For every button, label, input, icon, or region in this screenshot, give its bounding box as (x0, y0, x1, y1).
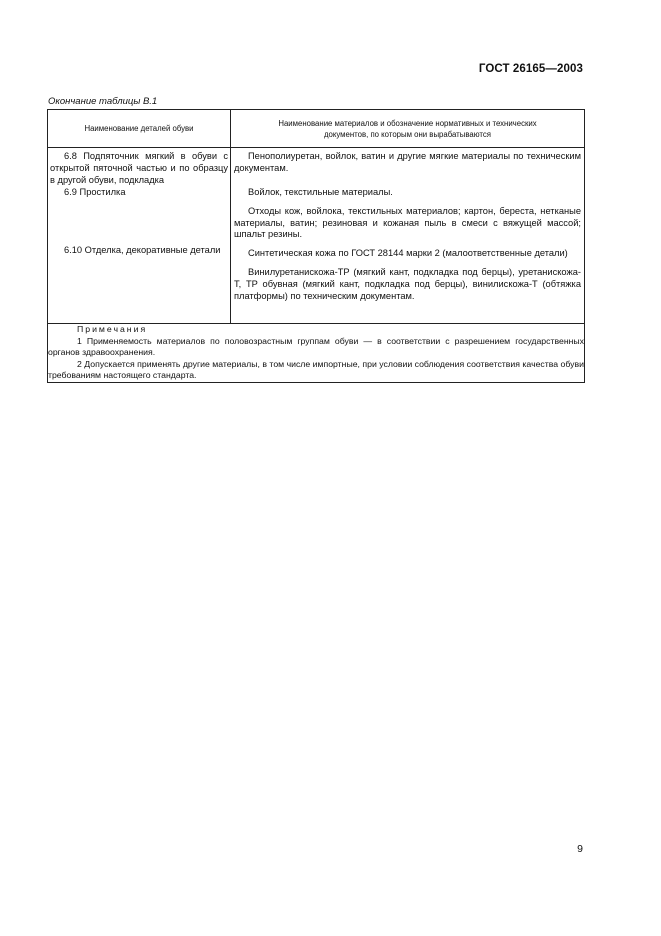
material-6-9-b: Отходы кож, войлока, текстильных материалов; картон, береста, нетканые материалы, ватин; резиновая и кожаная пыль в смеси с вяжущей массой; шпальт резины. (234, 205, 581, 240)
material-6-8: Пенополиуретан, войлок, ватин и другие мягкие материалы по техническим документам. (234, 151, 581, 173)
notes-cell (48, 324, 585, 383)
table-body-row (48, 148, 585, 324)
material-6-10-b: Винилуретанискожа-ТР (мягкий кант, подкладка под берцы), уретанискожа-Т, ТР обувная (мягкий кант, подкладка под берцы), винилискожа-Т (обтяжка платформы) по техническим документам. (234, 266, 581, 301)
note-1: 1 Применяемость материалов по половозрастным группам обуви — в соответствии с разрешением государственных органов здравоохранения. (48, 335, 584, 358)
column-header-parts-label: Наименование деталей обуви (84, 124, 194, 133)
table-caption: Окончание таблицы В.1 (48, 96, 158, 107)
part-6-10: 6.10 Отделка, декоративные детали (64, 245, 221, 255)
note-2: 2 Допускается применять другие материалы, в том числе импортные, при условии соблюдения соответствия качества обуви требованиям настоящего стандарта. (48, 358, 584, 381)
parts-column (48, 148, 231, 324)
part-6-9: 6.9 Простилка (64, 187, 126, 197)
table-header-row (48, 110, 585, 148)
material-6-10-a: Синтетическая кожа по ГОСТ 28144 марки 2 (малоответственные детали) (248, 248, 568, 259)
document-code: ГОСТ 26165—2003 (478, 63, 583, 75)
notes-title: Примечания (77, 324, 148, 334)
materials-table (47, 109, 585, 383)
column-header-parts (48, 110, 231, 148)
part-6-8: 6.8 Подпяточник мягкий в обуви с открытой пяточной частью и по образцу в другой обуви, подкладка (50, 151, 228, 185)
materials-column (231, 148, 585, 324)
notes-row (48, 324, 585, 383)
material-6-9-a: Войлок, текстильные материалы. (248, 187, 393, 197)
column-header-materials-label: Наименование материалов и обозначение нормативных и технических документов, по которым они вырабатываются (278, 118, 537, 139)
page-number: 9 (577, 843, 583, 855)
column-header-materials (231, 110, 585, 148)
